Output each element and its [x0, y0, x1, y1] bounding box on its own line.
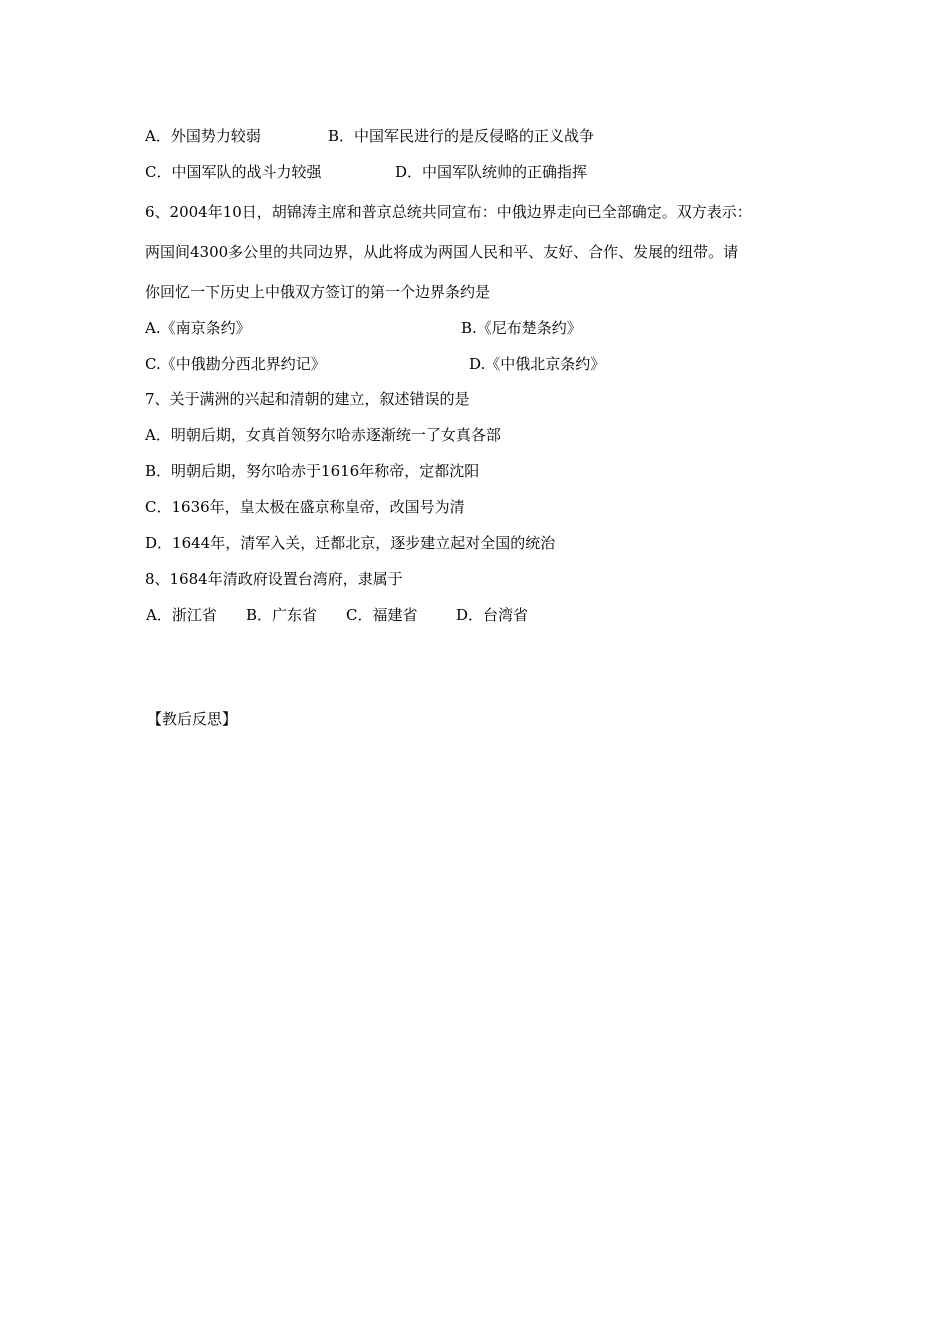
q6-option-c: C.《中俄勘分西北界约记》: [145, 355, 326, 373]
q6-option-d: D.《中俄北京条约》: [469, 355, 606, 373]
q8-option-c: C．福建省: [346, 606, 418, 624]
q8-stem: 8、1684年清政府设置台湾府，隶属于: [145, 570, 403, 588]
q5-option-d: D．中国军队统帅的正确指挥: [395, 163, 588, 181]
q7-option-d: D．1644年，清军入关，迁都北京，逐步建立起对全国的统治: [145, 534, 556, 552]
q6-option-b: B.《尼布楚条约》: [461, 319, 582, 337]
q8-option-a: A．浙江省: [146, 606, 217, 624]
q8-option-d: D．台湾省: [456, 606, 529, 624]
q6-option-a: A.《南京条约》: [145, 319, 251, 337]
q7-stem: 7、关于满洲的兴起和清朝的建立，叙述错误的是: [145, 390, 470, 408]
q7-option-c: C．1636年，皇太极在盛京称皇帝，改国号为清: [145, 498, 465, 516]
q5-option-c: C．中国军队的战斗力较强: [145, 163, 322, 181]
q7-option-b: B．明朝后期，努尔哈赤于1616年称帝，定都沈阳: [145, 462, 480, 480]
reflection-heading: 【教后反思】: [147, 710, 238, 728]
q6-stem-line1: 6、2004年10日，胡锦涛主席和普京总统共同宣布：中俄边界走向已全部确定。双方表示：: [145, 203, 752, 221]
q6-stem-line3: 你回忆一下历史上中俄双方签订的第一个边界条约是: [145, 283, 491, 301]
q6-stem-line2: 两国间4300多公里的共同边界，从此将成为两国人民和平、友好、合作、发展的纽带。请: [145, 243, 739, 261]
q5-option-b: B．中国军民进行的是反侵略的正义战争: [328, 127, 595, 145]
q5-option-a: A．外国势力较弱: [145, 127, 261, 145]
q7-option-a: A．明朝后期，女真首领努尔哈赤逐渐统一了女真各部: [145, 426, 501, 444]
q8-option-b: B．广东省: [246, 606, 318, 624]
